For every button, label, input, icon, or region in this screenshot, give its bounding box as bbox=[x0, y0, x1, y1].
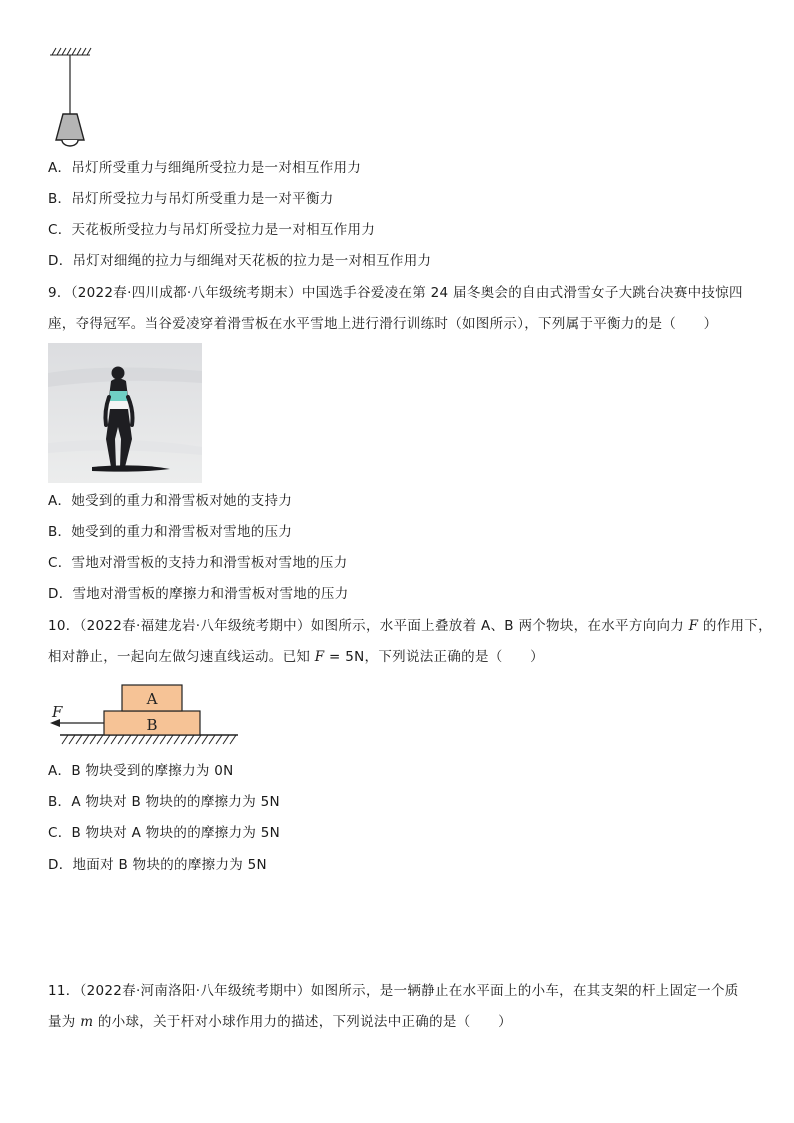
q9-stem-line-2: 座，夺得冠军。当谷爱凌穿着滑雪板在水平雪地上进行滑行训练时（如图所示），下列属于平衡力的是（ ） bbox=[48, 316, 718, 332]
snowboarder-photo bbox=[48, 343, 202, 483]
hanging-lamp-figure bbox=[46, 44, 96, 150]
q9-option-a: A．她受到的重力和滑雪板对她的支持力 bbox=[48, 493, 293, 509]
q8-option-c: C．天花板所受拉力与吊灯所受拉力是一对相互作用力 bbox=[48, 222, 376, 238]
block-a-label: A bbox=[146, 690, 158, 708]
ceiling-hatch bbox=[50, 48, 91, 55]
q8-option-a: A．吊灯所受重力与细绳所受拉力是一对相互作用力 bbox=[48, 160, 362, 176]
q10-option-b: B．A 物块对 B 物块的的摩擦力为 5N bbox=[48, 794, 280, 810]
q10-stem-line-1 bbox=[48, 617, 772, 635]
q9-option-c: C．雪地对滑雪板的支持力和滑雪板对雪地的压力 bbox=[48, 555, 348, 571]
q10-stem-text-1b: 的作用下， bbox=[698, 618, 772, 634]
q11-stem-text-2a: 量为 bbox=[48, 1014, 81, 1030]
lamp-shade bbox=[56, 114, 84, 140]
force-label: F bbox=[52, 703, 63, 721]
q10-stem-text-2b: = 5N，下列说法正确的是（ ） bbox=[324, 649, 544, 665]
q10-stem-text-1a: 10．（2022春·福建龙岩·八年级统考期中）如图所示，水平面上叠放着 A、B 两个物块，在水平方向向力 bbox=[48, 618, 689, 634]
q8-option-d: D．吊灯对细绳的拉力与细绳对天花板的拉力是一对相互作用力 bbox=[48, 253, 432, 269]
q10-force-symbol: F bbox=[688, 618, 699, 634]
q10-option-d: D．地面对 B 物块的的摩擦力为 5N bbox=[48, 857, 267, 873]
stacked-blocks-figure bbox=[46, 680, 242, 746]
q8-option-b: B．吊灯所受拉力与吊灯所受重力是一对平衡力 bbox=[48, 191, 334, 207]
q10-option-c: C．B 物块对 A 物块的的摩擦力为 5N bbox=[48, 825, 281, 841]
q10-option-a: A．B 物块受到的摩擦力为 0N bbox=[48, 763, 234, 779]
q9-option-d: D．雪地对滑雪板的摩擦力和滑雪板对雪地的压力 bbox=[48, 586, 349, 602]
q11-stem-text-2b: 的小球，关于杆对小球作用力的描述，下列说法中正确的是（ ） bbox=[93, 1014, 512, 1030]
q10-stem-line-2 bbox=[48, 648, 544, 666]
q11-stem-line-2 bbox=[48, 1013, 512, 1031]
block-b-label: B bbox=[146, 716, 158, 734]
q11-mass-symbol: m bbox=[80, 1014, 94, 1030]
q11-stem-line-1: 11．（2022春·河南洛阳·八年级统考期中）如图所示，是一辆静止在水平面上的小车，在其支架的杆上固定一个质 bbox=[48, 983, 739, 999]
lamp-bulb bbox=[62, 140, 78, 146]
q9-option-b: B．她受到的重力和滑雪板对雪地的压力 bbox=[48, 524, 293, 540]
q10-stem-text-2a: 相对静止，一起向左做匀速直线运动。已知 bbox=[48, 649, 315, 665]
q10-force-symbol-2: F bbox=[314, 649, 325, 665]
q9-stem-line-1: 9．（2022春·四川成都·八年级统考期末）中国选手谷爱凌在第 24 届冬奥会的自由式滑雪女子大跳台决赛中技惊四 bbox=[48, 285, 743, 301]
ground-hatch bbox=[60, 735, 238, 744]
